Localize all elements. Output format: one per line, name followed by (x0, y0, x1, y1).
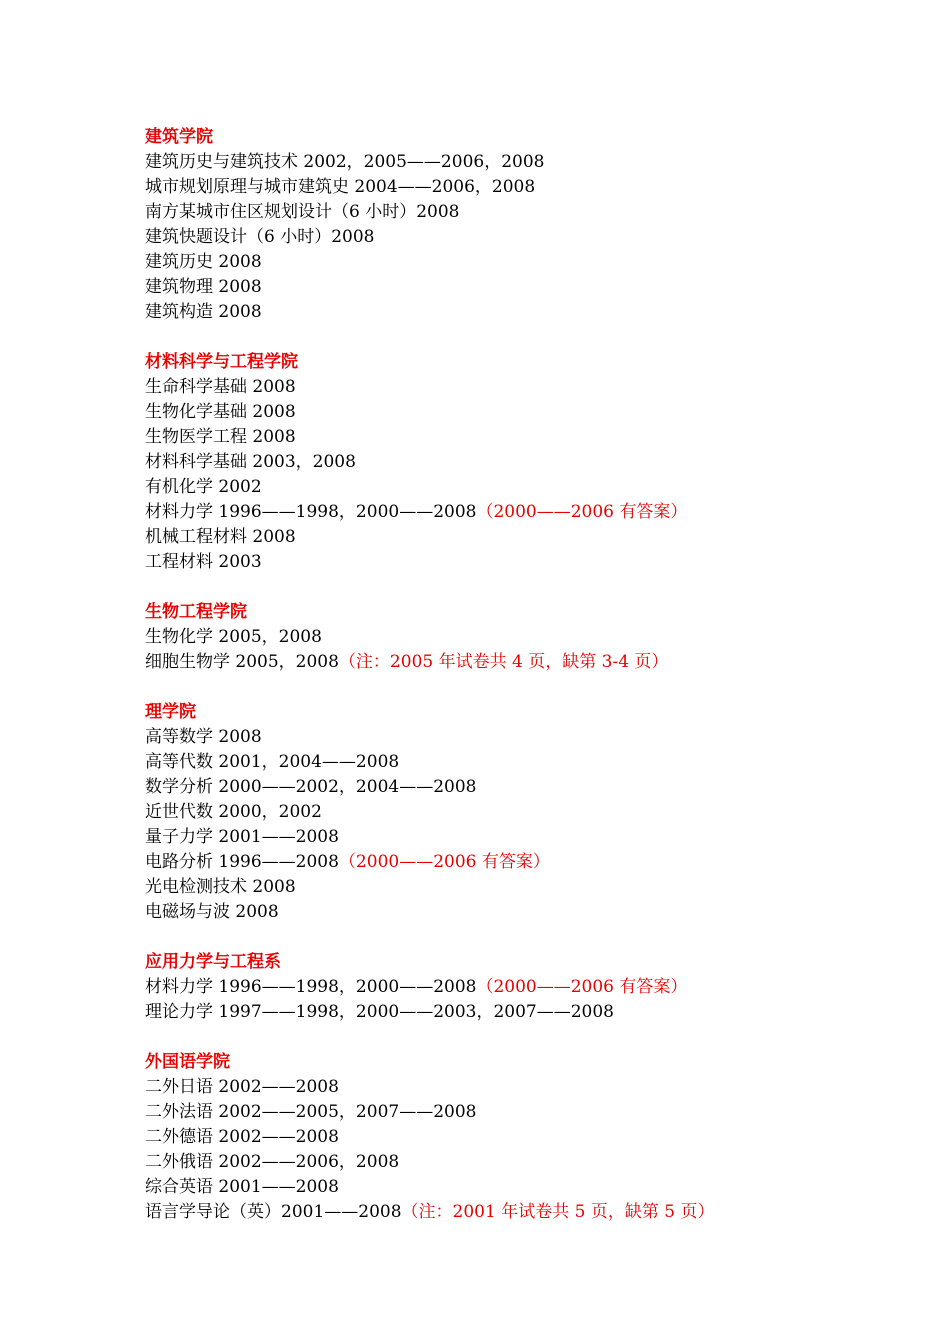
section (145, 1050, 925, 1225)
item-text: 高等数学 2008 (145, 727, 262, 747)
item-note: （注：2005 年试卷共 4 页，缺第 3-4 页） (338, 652, 669, 672)
list-item (145, 850, 925, 875)
section-heading: 理学院 (145, 702, 196, 722)
item-text: 生物化学 2005，2008 (145, 627, 322, 647)
item-text: 生物化学基础 2008 (145, 402, 296, 422)
list-item (145, 1100, 925, 1125)
item-text: 材料科学基础 2003，2008 (145, 452, 356, 472)
item-text: 二外日语 2002——2008 (145, 1077, 339, 1097)
list-item (145, 375, 925, 400)
item-text: 城市规划原理与城市建筑史 2004——2006，2008 (145, 177, 536, 197)
section-heading: 外国语学院 (145, 1052, 230, 1072)
list-item (145, 650, 925, 675)
item-note: （2000——2006 有答案） (476, 977, 688, 997)
list-item (145, 275, 925, 300)
item-text: 建筑物理 2008 (145, 277, 262, 297)
item-text: 有机化学 2002 (145, 477, 262, 497)
item-text: 材料力学 1996——1998，2000——2008 (145, 977, 477, 997)
item-text: 机械工程材料 2008 (145, 527, 296, 547)
list-item (145, 475, 925, 500)
item-text: 建筑历史与建筑技术 2002，2005——2006，2008 (145, 152, 545, 172)
item-text: 二外德语 2002——2008 (145, 1127, 339, 1147)
item-text: 理论力学 1997——1998，2000——2003，2007——2008 (145, 1002, 614, 1022)
list-item (145, 1175, 925, 1200)
list-item (145, 775, 925, 800)
item-text: 语言学导论（英）2001——2008 (145, 1202, 402, 1222)
list-item (145, 875, 925, 900)
item-text: 二外法语 2002——2005，2007——2008 (145, 1102, 477, 1122)
item-text: 电路分析 1996——2008 (145, 852, 339, 872)
item-text: 南方某城市住区规划设计（6 小时）2008 (145, 202, 460, 222)
list-item (145, 625, 925, 650)
item-text: 数学分析 2000——2002，2004——2008 (145, 777, 477, 797)
list-item (145, 1075, 925, 1100)
list-item (145, 800, 925, 825)
list-item (145, 225, 925, 250)
section (145, 950, 925, 1025)
item-note: （2000——2006 有答案） (338, 852, 550, 872)
list-item (145, 450, 925, 475)
section (145, 350, 925, 575)
item-text: 建筑历史 2008 (145, 252, 262, 272)
list-item (145, 900, 925, 925)
list-item (145, 975, 925, 1000)
list-item (145, 525, 925, 550)
list-item (145, 300, 925, 325)
item-text: 工程材料 2003 (145, 552, 262, 572)
item-text: 近世代数 2000，2002 (145, 802, 322, 822)
section (145, 125, 925, 325)
item-note: （注：2001 年试卷共 5 页，缺第 5 页） (401, 1202, 715, 1222)
section-heading: 材料科学与工程学院 (145, 352, 298, 372)
list-item (145, 175, 925, 200)
list-item (145, 500, 925, 525)
list-item (145, 400, 925, 425)
item-text: 材料力学 1996——1998，2000——2008 (145, 502, 477, 522)
list-item (145, 825, 925, 850)
item-text: 建筑构造 2008 (145, 302, 262, 322)
item-text: 生物医学工程 2008 (145, 427, 296, 447)
list-item (145, 1150, 925, 1175)
document-body (145, 125, 925, 1250)
section-heading: 生物工程学院 (145, 602, 247, 622)
item-text: 电磁场与波 2008 (145, 902, 279, 922)
list-item (145, 725, 925, 750)
section-heading: 建筑学院 (145, 127, 213, 147)
item-text: 量子力学 2001——2008 (145, 827, 339, 847)
item-text: 高等代数 2001，2004——2008 (145, 752, 400, 772)
item-note: （2000——2006 有答案） (476, 502, 688, 522)
list-item (145, 200, 925, 225)
list-item (145, 1125, 925, 1150)
item-text: 二外俄语 2002——2006，2008 (145, 1152, 400, 1172)
item-text: 生命科学基础 2008 (145, 377, 296, 397)
section (145, 700, 925, 925)
item-text: 建筑快题设计（6 小时）2008 (145, 227, 375, 247)
section (145, 600, 925, 675)
item-text: 光电检测技术 2008 (145, 877, 296, 897)
list-item (145, 550, 925, 575)
item-text: 综合英语 2001——2008 (145, 1177, 339, 1197)
list-item (145, 1000, 925, 1025)
section-heading: 应用力学与工程系 (145, 952, 281, 972)
list-item (145, 425, 925, 450)
list-item (145, 1200, 925, 1225)
list-item (145, 150, 925, 175)
item-text: 细胞生物学 2005，2008 (145, 652, 339, 672)
list-item (145, 250, 925, 275)
list-item (145, 750, 925, 775)
